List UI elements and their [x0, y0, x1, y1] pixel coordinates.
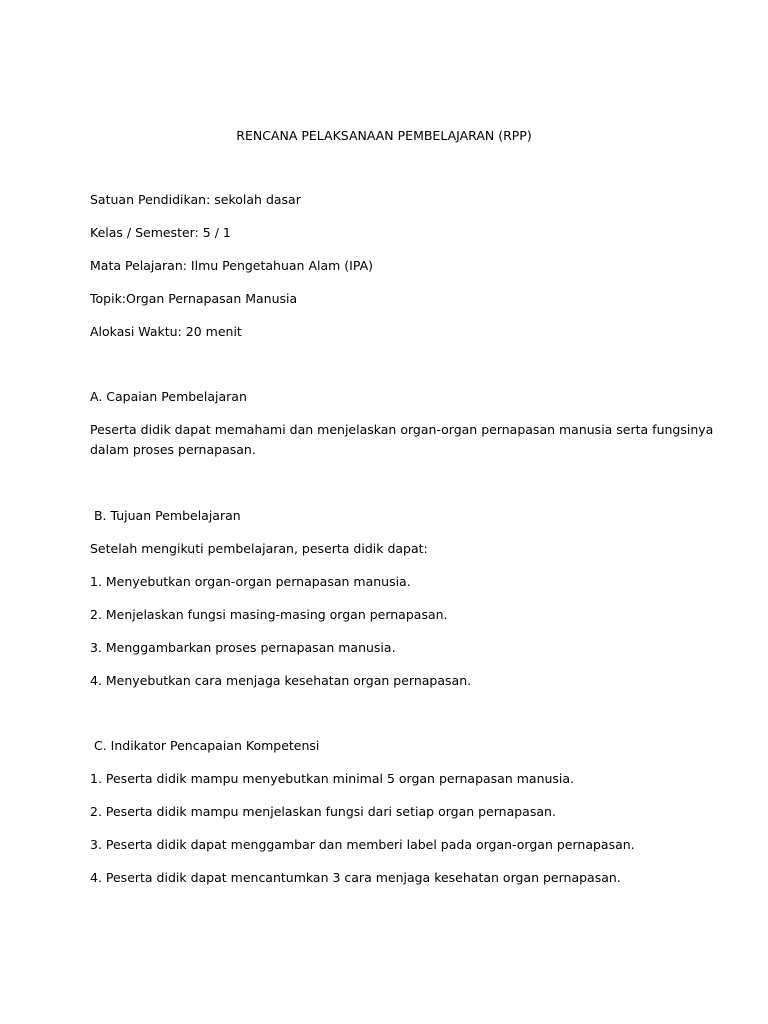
section-a-paragraph-line2: dalam proses pernapasan.	[90, 442, 256, 457]
section-c-item: 1. Peserta didik mampu menyebutkan minimal 5 organ pernapasan manusia.	[90, 771, 575, 786]
document-title: RENCANA PELAKSANAAN PEMBELAJARAN (RPP)	[236, 128, 532, 143]
identity-satuan-pendidikan: Satuan Pendidikan: sekolah dasar	[90, 192, 301, 207]
section-c-item: 3. Peserta didik dapat menggambar dan memberi label pada organ-organ pernapasan.	[90, 837, 635, 852]
section-a-paragraph-line1: Peserta didik dapat memahami dan menjelaskan organ-organ pernapasan manusia serta fungsinya	[90, 422, 714, 437]
section-c-item: 2. Peserta didik mampu menjelaskan fungsi dari setiap organ pernapasan.	[90, 804, 556, 819]
section-c-heading: C. Indikator Pencapaian Kompetensi	[90, 738, 320, 753]
section-b-item: 4. Menyebutkan cara menjaga kesehatan organ pernapasan.	[90, 673, 472, 688]
identity-topik: Topik:Organ Pernapasan Manusia	[90, 291, 298, 306]
identity-kelas-semester: Kelas / Semester: 5 / 1	[90, 225, 231, 240]
identity-mata-pelajaran: Mata Pelajaran: Ilmu Pengetahuan Alam (IPA)	[90, 258, 374, 273]
section-b-item: 1. Menyebutkan organ-organ pernapasan manusia.	[90, 574, 411, 589]
section-a-heading: A. Capaian Pembelajaran	[90, 389, 247, 404]
section-b-item: 3. Menggambarkan proses pernapasan manusia.	[90, 640, 396, 655]
section-b-intro: Setelah mengikuti pembelajaran, peserta didik dapat:	[90, 541, 428, 556]
section-b-heading: B. Tujuan Pembelajaran	[90, 508, 241, 523]
section-c-item: 4. Peserta didik dapat mencantumkan 3 cara menjaga kesehatan organ pernapasan.	[90, 870, 621, 885]
identity-alokasi-waktu: Alokasi Waktu: 20 menit	[90, 324, 242, 339]
section-b-item: 2. Menjelaskan fungsi masing-masing organ pernapasan.	[90, 607, 448, 622]
